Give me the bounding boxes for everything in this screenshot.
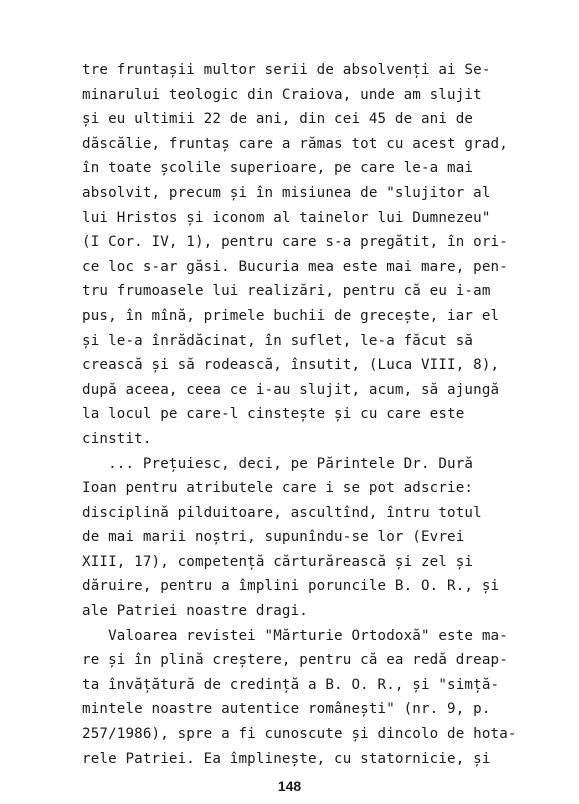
- text-line: disciplină pilduitoare, ascultînd, întru totul: [82, 504, 482, 521]
- page-number: 148: [277, 778, 302, 794]
- text-line: ta învățătură de credință a B. O. R., și "simță-: [82, 676, 500, 693]
- text-line: la locul pe care-l cinstește și cu care este: [82, 406, 465, 423]
- text-line: Valoarea revistei "Mărturie Ortodoxă" este ma-: [82, 627, 508, 644]
- text-line: re și în plină creștere, pentru că ea redă dreap-: [82, 652, 508, 669]
- text-line: mintele noastre autentice românești" (nr. 9, p.: [82, 701, 491, 718]
- text-line: ale Patriei noastre dragi.: [82, 603, 308, 620]
- text-line: în toate școlile superioare, pe care le-a mai: [82, 160, 474, 177]
- text-line: crească și să rodească, însutit, (Luca VIII, 8),: [82, 357, 500, 374]
- text-line: rele Patriei. Ea împlinește, cu statornicie, și: [82, 750, 491, 767]
- text-line: ... Prețuiesc, deci, pe Părintele Dr. Dură: [82, 455, 474, 472]
- text-line: 257/1986), spre a fi cunoscute și dincolo de hota-: [82, 726, 517, 743]
- text-line: minarului teologic din Craiova, unde am slujit: [82, 86, 482, 103]
- text-line: și le-a înrădăcinat, în suflet, le-a făcut să: [82, 332, 474, 349]
- text-line: pus, în mînă, primele buchii de grecește, iar el: [82, 307, 500, 324]
- text-line: după aceea, ceea ce i-au slujit, acum, să ajungă: [82, 381, 500, 398]
- text-line: și eu ultimii 22 de ani, din cei 45 de ani de: [82, 111, 474, 128]
- text-line: dăruire, pentru a împlini poruncile B. O. R., și: [82, 578, 500, 595]
- text-line: lui Hristos și iconom al tainelor lui Dumnezeu": [82, 209, 491, 226]
- text-line: (I Cor. IV, 1), pentru care s-a pregătit, în ori-: [82, 234, 508, 251]
- text-line: cinstit.: [82, 430, 152, 447]
- body-text: [82, 58, 552, 771]
- text-line: tru frumoasele lui realizări, pentru că eu i-am: [82, 283, 491, 300]
- text-line: de mai marii noștri, supunîndu-se lor (Evrei: [82, 529, 465, 546]
- text-line: absolvit, precum și în misiunea de "slujitor al: [82, 184, 491, 201]
- text-line: Ioan pentru atributele care i se pot adscrie:: [82, 480, 474, 497]
- text-line: ce loc s-ar găsi. Bucuria mea este mai mare, pen-: [82, 258, 508, 275]
- text-line: tre fruntașii multor serii de absolvenți ai Se-: [82, 62, 491, 78]
- text-line: XIII, 17), competență cărturărească și zel și: [82, 553, 474, 570]
- text-line: dăscălie, fruntaș care a rămas tot cu acest grad,: [82, 135, 508, 152]
